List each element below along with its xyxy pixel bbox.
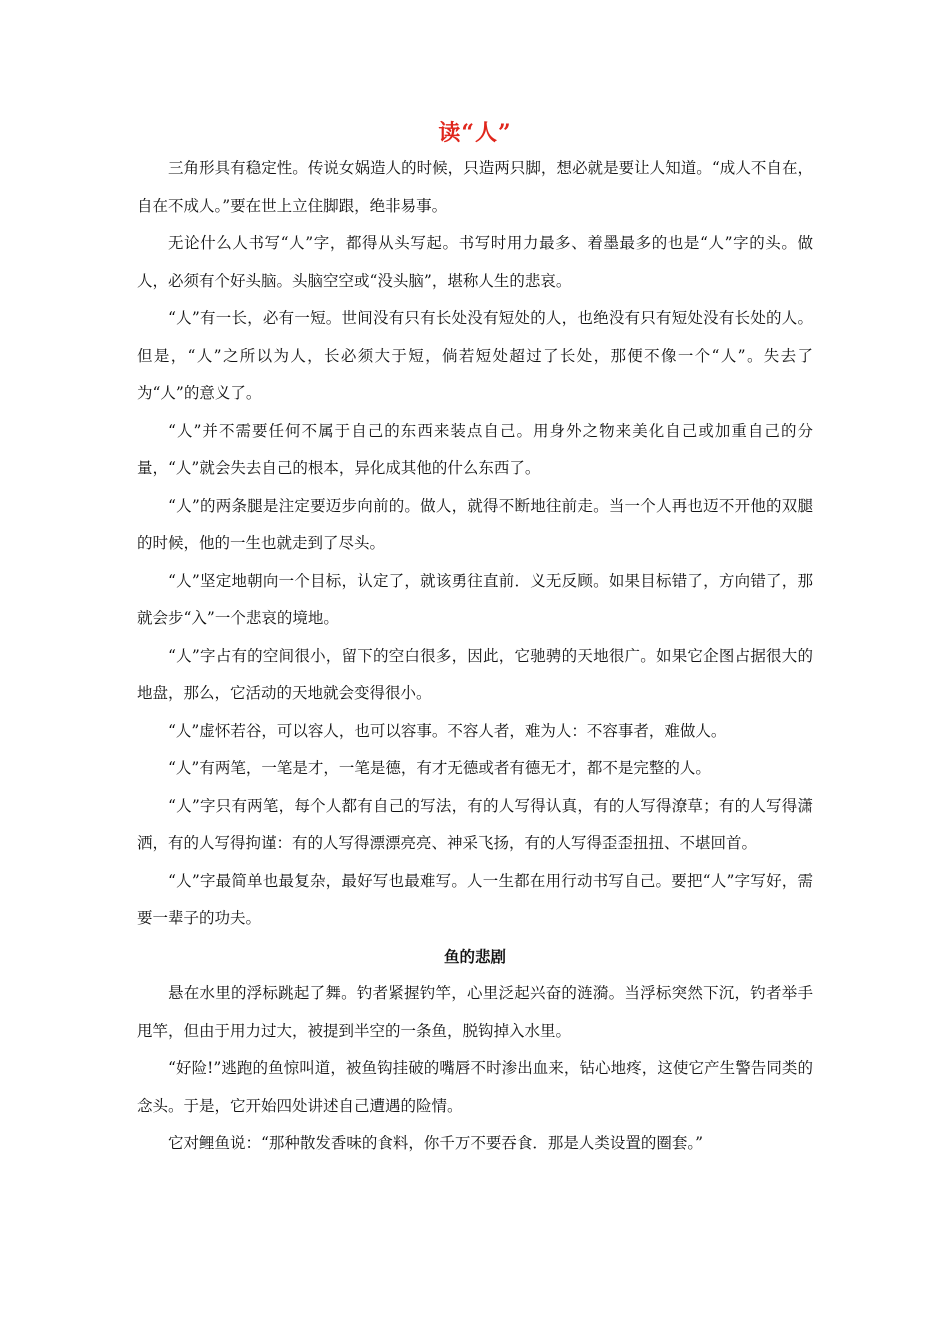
paragraph: “好险!”逃跑的鱼惊叫道，被鱼钩挂破的嘴唇不时渗出血来，钻心地疼，这使它产生警告同类的念头。于是，它开始四处讲述自己遭遇的险情。 [137, 1059, 813, 1115]
paragraph: 悬在水里的浮标跳起了舞。钓者紧握钓竿，心里泛起兴奋的涟漪。当浮标突然下沉，钓者举手甩竿，但由于用力过大，被提到半空的一条鱼，脱钩掉入水里。 [137, 984, 813, 1040]
paragraph: 三角形具有稳定性。传说女娲造人的时候，只造两只脚，想必就是要让人知道。“成人不自在，自在不成人。”要在世上立住脚跟，绝非易事。 [137, 159, 813, 215]
paragraph: “人”并不需要任何不属于自己的东西来装点自己。用身外之物来美化自己或加重自己的分量，“人”就会失去自己的根本，异化成其他的什么东西了。 [137, 421, 813, 477]
paragraph: 它对鲤鱼说：“那种散发香味的食料，你千万不要吞食．那是人类设置的圈套。” [168, 1134, 704, 1152]
paragraph: “人”字最简单也最复杂，最好写也最难写。人一生都在用行动书写自己。要把“人”字写好，需要一辈子的功夫。 [137, 871, 813, 927]
paragraph: “人”有两笔，一笔是才，一笔是德，有才无德或者有德无才，都不是完整的人。 [168, 759, 711, 777]
paragraph: “人”的两条腿是注定要迈步向前的。做人，就得不断地往前走。当一个人再也迈不开他的双腿的时候，他的一生也就走到了尽头。 [137, 496, 813, 552]
paragraph: “人”有一长，必有一短。世间没有只有长处没有短处的人，也绝没有只有短处没有长处的人。但是，“人”之所以为人，长必须大于短，倘若短处超过了长处，那便不像一个“人”。失去了为“人”的意义了。 [137, 309, 813, 402]
article-title: 读“人” [438, 120, 512, 146]
paragraph: “人”字占有的空间很小，留下的空白很多，因此，它驰骋的天地很广。如果它企图占据很大的地盘，那么，它活动的天地就会变得很小。 [137, 646, 813, 702]
paragraph: “人”坚定地朝向一个目标，认定了，就该勇往直前．义无反顾。如果目标错了，方向错了，那就会步“入”一个悲哀的境地。 [137, 571, 813, 627]
section-title: 鱼的悲剧 [443, 946, 506, 966]
paragraph: 无论什么人书写“人”字，都得从头写起。书写时用力最多、着墨最多的也是“人”字的头。做人，必须有个好头脑。头脑空空或“没头脑”，堪称人生的悲哀。 [137, 234, 813, 290]
paragraph: “人”虚怀若谷，可以容人，也可以容事。不容人者，难为人：不容事者，难做人。 [168, 721, 727, 740]
document-page [137, 118, 813, 1163]
paragraph: “人”字只有两笔，每个人都有自己的写法，有的人写得认真，有的人写得潦草；有的人写得潇洒，有的人写得拘谨：有的人写得漂漂亮亮、神采飞扬，有的人写得歪歪扭扭、不堪回首。 [137, 796, 813, 852]
